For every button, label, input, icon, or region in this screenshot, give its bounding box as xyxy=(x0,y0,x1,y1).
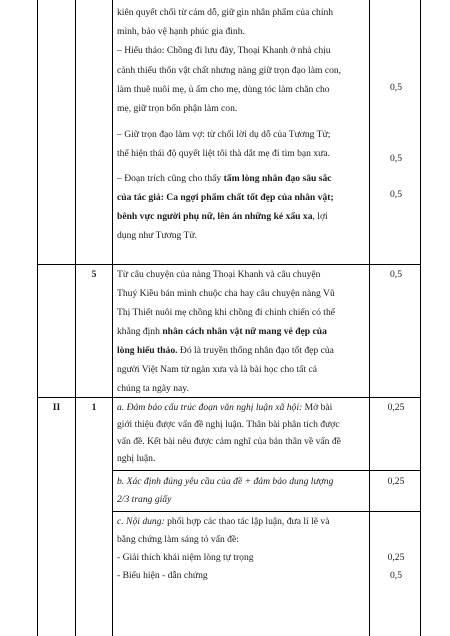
column-divider-1 xyxy=(75,0,76,636)
r1-line-2: mình, bảo vệ hạnh phúc gia đình. xyxy=(117,26,245,37)
r5-line-2: Thuý Kiều bán mình chuộc cha hay câu chuyện nàng Vũ xyxy=(117,288,335,299)
s2a-score: 0,25 xyxy=(387,402,405,413)
s2b-line-1: b. Xác định đúng yêu cầu của đề + đảm bảo dung lượng xyxy=(117,476,334,487)
r1-line-8: thể hiện thái độ quyết liệt tôi thà dắt mẹ đi tìm bạn xưa. xyxy=(117,148,331,159)
r1-line-4: cảnh thiếu thốn vật chất nhưng nàng giữ trọn đạo làm con, xyxy=(117,65,342,76)
r1-line-6: mẹ, giữ trọn bổn phận làm con. xyxy=(117,103,238,114)
s2c-line-4: - Biểu hiện - dẫn chứng xyxy=(117,570,208,581)
column-divider-2 xyxy=(112,0,113,636)
s2c-line-3: - Giải thích khái niệm lòng tự trọng xyxy=(117,552,254,563)
s2c-score-2: 0,5 xyxy=(390,570,402,581)
row-divider-c xyxy=(112,511,421,512)
s2c-score-1: 0,25 xyxy=(387,552,405,563)
r1-line-5: làm thuê nuôi mẹ, ủ ấm cho mẹ, dùng tóc làm chăn cho xyxy=(117,84,330,95)
section-2-number: 1 xyxy=(91,402,97,413)
r1-score-3: 0,5 xyxy=(390,189,402,200)
r5-line-5: lòng hiếu thảo. Đó là truyền thống nhân đạo tốt đẹp của xyxy=(117,345,334,356)
r5-line-1: Từ câu chuyện của nàng Thoại Khanh và câu chuyện xyxy=(117,269,321,280)
r1-line-12: dụng như Tương Tử. xyxy=(117,230,198,241)
row-divider-b xyxy=(112,470,421,471)
r5-number: 5 xyxy=(91,269,97,280)
r5-line-4: khẳng định nhân cách nhân vật nữ mang vẻ đẹp của xyxy=(117,326,327,337)
r1-line-3: – Hiếu thảo: Chồng đi lưu đày, Thoại Khanh ở nhà chịu xyxy=(117,45,331,56)
s2b-score: 0,25 xyxy=(387,476,405,487)
section-2-part: II xyxy=(52,402,61,413)
s2a-line-4: nghị luận. xyxy=(117,453,156,464)
table-border-right xyxy=(420,0,421,636)
s2c-line-2: bằng chứng làm sáng tỏ vấn đề: xyxy=(117,534,239,545)
r1-line-10: của tác giả: Ca ngợi phẩm chất tốt đẹp của nhân vật; xyxy=(117,192,334,203)
column-divider-3 xyxy=(369,0,370,636)
s2b-line-2: 2/3 trang giấy xyxy=(117,494,172,505)
r5-line-7: chúng ta ngày nay. xyxy=(117,383,189,394)
r1-score-1: 0,5 xyxy=(390,82,402,93)
r1-line-11: bênh vực người phụ nữ, lên án những kẻ xấu xa, lợi xyxy=(117,211,328,222)
s2c-line-1: c. Nội dung: phối hợp các thao tác lập luận, đưa lí lẽ và xyxy=(117,516,330,527)
r5-line-6: người Việt Nam từ ngàn xưa và là bài học cho tất cả xyxy=(117,364,318,375)
row-divider-r5 xyxy=(37,264,421,265)
r1-line-7: – Giữ trọn đạo làm vợ: từ chối lời dụ dỗ của Tương Tử; xyxy=(117,129,331,140)
r5-score: 0,5 xyxy=(390,269,402,280)
r1-line-1: kiên quyết chối từ cám dỗ, giữ gìn nhân phẩm của chính xyxy=(117,7,334,18)
r1-line-9: – Đoạn trích cũng cho thấy tấm lòng nhân đạo sâu sắc xyxy=(117,173,332,184)
r1-score-2: 0,5 xyxy=(390,153,402,164)
r5-line-3: Thị Thiết nuôi mẹ chồng khi chồng đi chinh chiến có thể xyxy=(117,307,336,318)
table-border-left xyxy=(37,0,38,636)
s2a-line-1: a. Đảm bảo cấu trúc đoạn văn nghị luận xã hội: Mở bài xyxy=(117,402,333,413)
s2a-line-3: vấn đề. Kết bài nêu được cảm nghĩ của bản thân về vấn đề xyxy=(117,436,341,447)
s2a-line-2: giới thiệu được vấn đề nghị luận. Thân bài phân tích được xyxy=(117,419,340,430)
